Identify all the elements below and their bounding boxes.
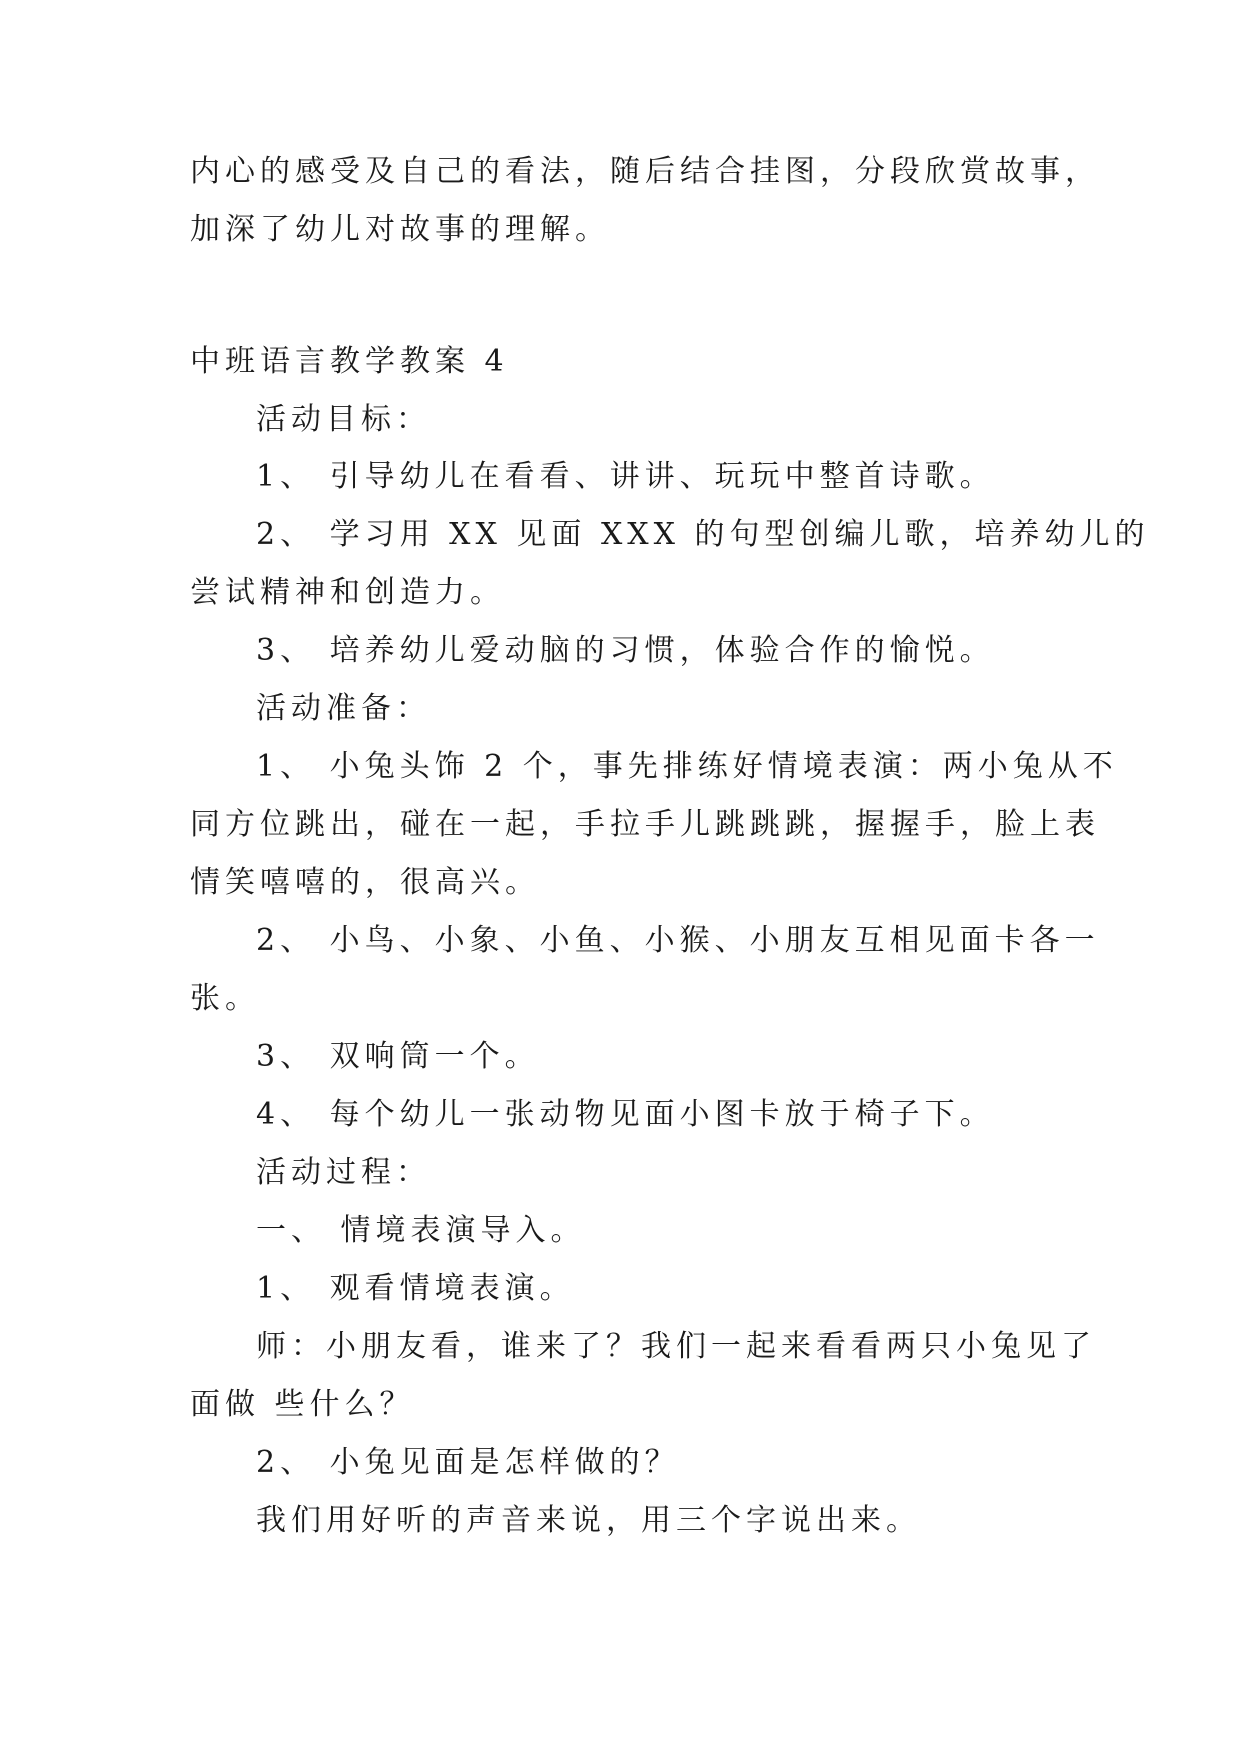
text-line: 4、 每个幼儿一张动物见面小图卡放于椅子下。 [256, 1097, 995, 1132]
text-line: 2、 小鸟、小象、小鱼、小猴、小朋友互相见面卡各一 [256, 923, 1100, 958]
text-line: 面做 些什么？ [190, 1387, 415, 1422]
text-line: 活动准备： [256, 691, 431, 726]
text-line: 情笑嘻嘻的，很高兴。 [190, 865, 540, 900]
text-line: 2、 学习用 XX 见面 XXX 的句型创编儿歌，培养幼儿的 [256, 517, 1150, 552]
text-line: 1、 观看情境表演。 [256, 1271, 575, 1306]
text-line: 张。 [190, 981, 260, 1016]
text-line: 1、 小兔头饰 2 个，事先排练好情境表演：两小兔从不 [256, 749, 1118, 784]
text-line: 加深了幼儿对故事的理解。 [190, 212, 610, 247]
text-line: 3、 双响筒一个。 [256, 1039, 540, 1074]
text-line: 内心的感受及自己的看法，随后结合挂图，分段欣赏故事， [190, 154, 1100, 189]
text-line: 2、 小兔见面是怎样做的？ [256, 1445, 680, 1480]
text-line: 活动过程： [256, 1155, 431, 1190]
text-line: 3、 培养幼儿爱动脑的习惯，体验合作的愉悦。 [256, 633, 995, 668]
text-line: 尝试精神和创造力。 [190, 575, 505, 610]
text-line: 1、 引导幼儿在看看、讲讲、玩玩中整首诗歌。 [256, 459, 995, 494]
section-heading: 中班语言教学教案 4 [190, 344, 509, 379]
text-line: 我们用好听的声音来说，用三个字说出来。 [256, 1503, 921, 1538]
text-line: 同方位跳出，碰在一起，手拉手儿跳跳跳，握握手，脸上表 [190, 807, 1100, 842]
text-line: 师：小朋友看，谁来了？我们一起来看看两只小兔见了 [256, 1329, 1096, 1364]
text-line: 活动目标： [256, 402, 431, 437]
text-line: 一、 情境表演导入。 [256, 1213, 586, 1248]
